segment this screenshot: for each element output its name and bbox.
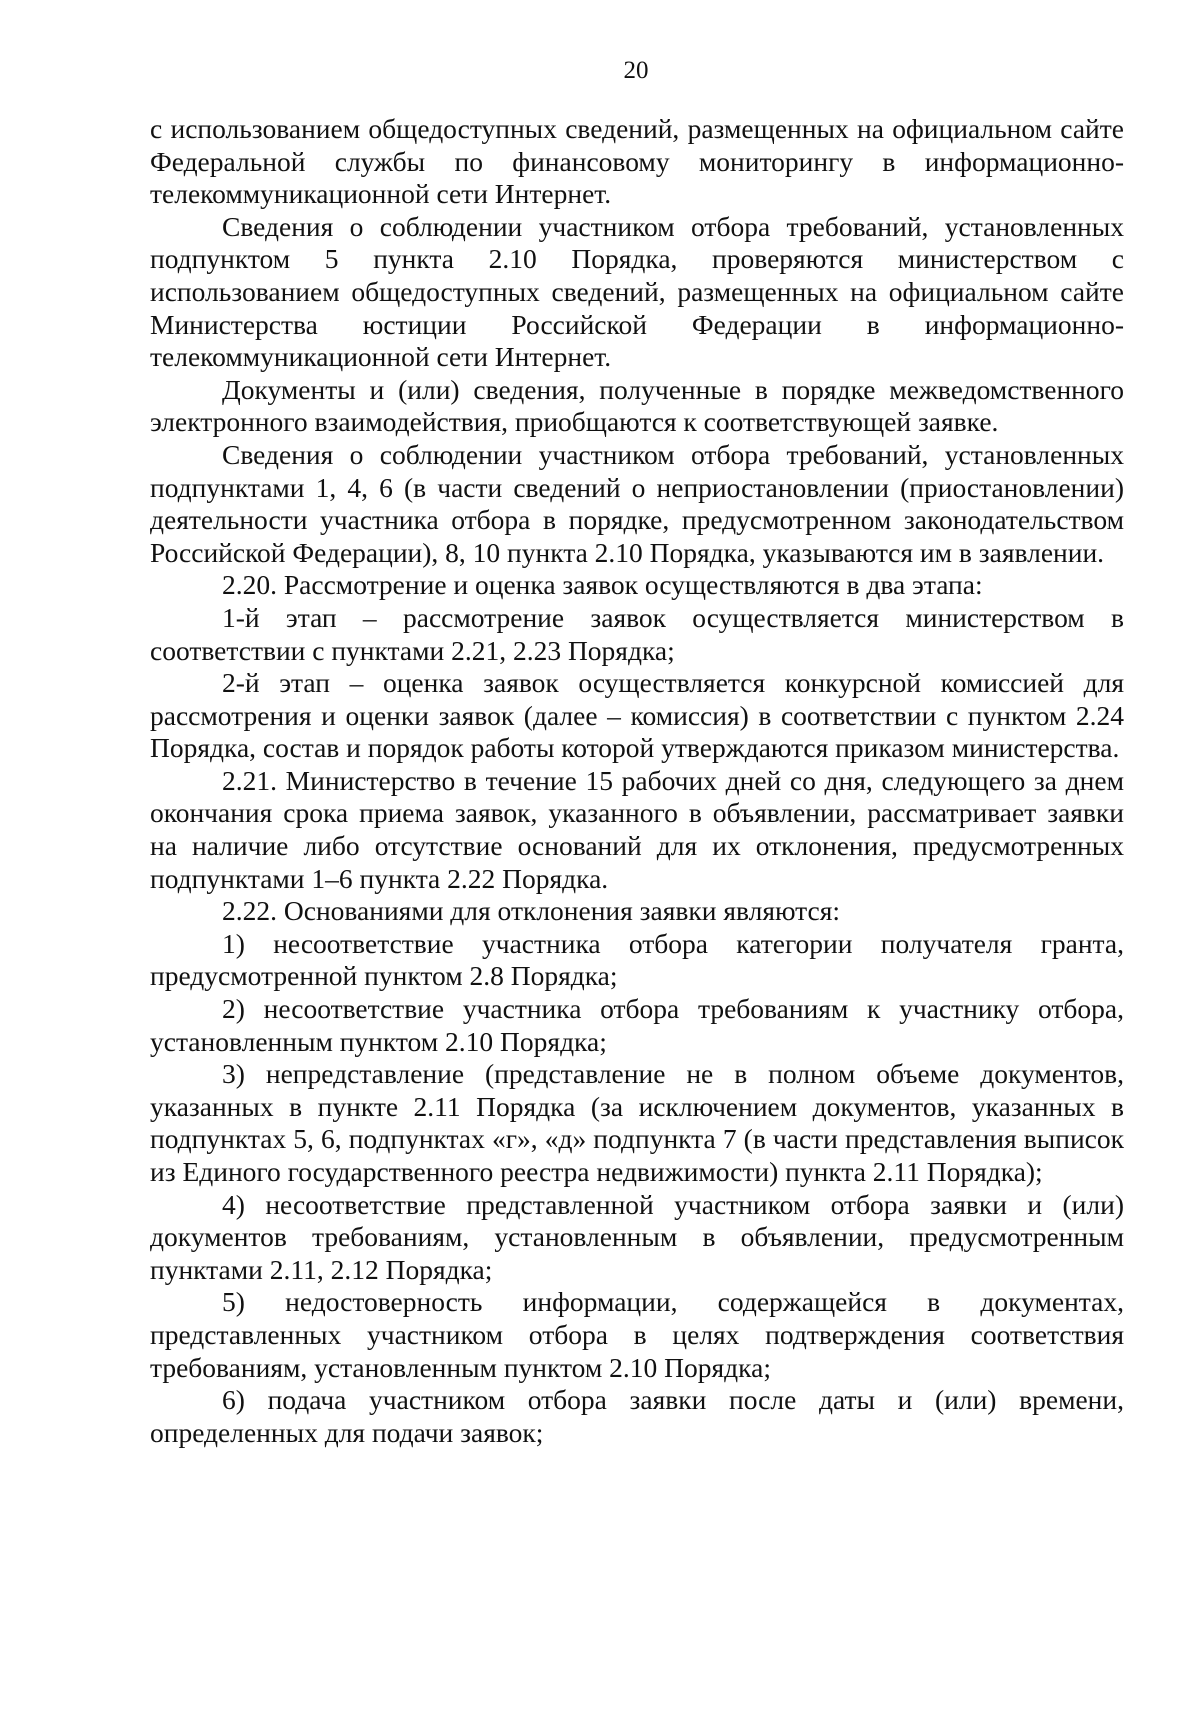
paragraph: 1-й этап – рассмотрение заявок осуществляется министерством в соответствии с пунктами 2.21, 2.23 Порядка; [150,601,1124,666]
paragraph: 5) недостоверность информации, содержащейся в документах, представленных участником отбора в целях подтверждения соответствия требованиям, установленным пунктом 2.10 Порядка; [150,1286,1124,1383]
paragraph: 2) несоответствие участника отбора требованиям к участнику отбора, установленным пунктом 2.10 Порядка; [150,993,1124,1057]
paragraph: 2.20. Рассмотрение и оценка заявок осуществляются в два этапа: [222,569,983,601]
paragraph: Сведения о соблюдении участником отбора требований, установленных подпунктами 1, 4, 6 (в части сведений о неприостановлении (приостановлении) деятельности участника отбора в порядке, предусмотренном законодательством Российской Федерации), 8, 10 пункта 2.10 Порядка, указываются им в заявлении. [150,438,1124,568]
document-body [150,113,1124,1449]
paragraph: 6) подача участником отбора заявки после даты и (или) времени, определенных для подачи заявок; [150,1384,1124,1448]
paragraph: 2.21. Министерство в течение 15 рабочих дней со дня, следующего за днем окончания срока приема заявок, указанного в объявлении, рассматривает заявки на наличие либо отсутствие оснований для их отклонения, предусмотренных подпунктами 1–6 пункта 2.22 Порядка. [150,764,1124,894]
paragraph: 2.22. Основаниями для отклонения заявки являются: [222,895,840,927]
paragraph: 1) несоответствие участника отбора категории получателя гранта, предусмотренной пунктом 2.8 Порядка; [150,927,1124,992]
paragraph: 2-й этап – оценка заявок осуществляется конкурсной комиссией для рассмотрения и оценки заявок (далее – комиссия) в соответствии с пунктом 2.24 Порядка, состав и порядок работы которой утверждаются приказом министерства. [150,667,1124,764]
page-number: 20 [623,57,649,84]
paragraph: 3) непредставление (представление не в полном объеме документов, указанных в пункте 2.11 Порядка (за исключением документов, указанных в подпунктах 5, 6, подпунктах «г», «д» подпункта 7 (в части представления выписок из Единого государственного реестра недвижимости) пункта 2.11 Порядка); [150,1058,1124,1187]
paragraph: Сведения о соблюдении участником отбора требований, установленных подпунктом 5 пункта 2.10 Порядка, проверяются министерством с использованием общедоступных сведений, размещенных на официальном сайте Министерства юстиции Российской Федерации в информационно-телекоммуникационной сети Интернет. [150,210,1124,373]
paragraph: Документы и (или) сведения, полученные в порядке межведомственного электронного взаимодействия, приобщаются к соответствующей заявке. [150,373,1124,438]
paragraph: с использованием общедоступных сведений, размещенных на официальном сайте Федеральной службы по финансовому мониторингу в информационно-телекоммуникационной сети Интернет. [150,113,1124,210]
paragraph: 4) несоответствие представленной участником отбора заявки и (или) документов требованиям, установленным в объявлении, предусмотренным пунктами 2.11, 2.12 Порядка; [150,1188,1124,1285]
